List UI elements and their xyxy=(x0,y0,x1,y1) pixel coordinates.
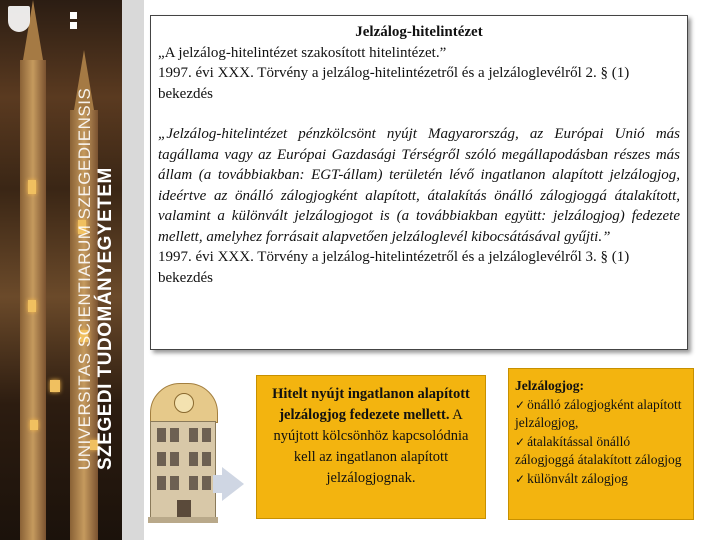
source-1: 1997. évi XXX. Törvény a jelzálog-hitelintézetről és a jelzáloglevélről 2. § (1) bekezdés xyxy=(158,65,630,102)
logo-square-icon xyxy=(70,12,77,19)
definition-panel xyxy=(150,15,688,350)
page-title: Jelzálog-hitelintézet xyxy=(355,24,483,40)
mortgage-types-heading: Jelzálogjog: xyxy=(515,378,584,393)
arrow-head-icon xyxy=(222,467,244,501)
quote-1: „A jelzálog-hitelintézet szakosított hitelintézet.” xyxy=(158,44,447,61)
university-latin-name: UNIVERSITAS SCIENTIARUM SZEGEDIENSIS xyxy=(75,87,94,470)
quote-2: „Jelzálog-hitelintézet pénzkölcsönt nyújt Magyarország, az Európai Unió más tagállama vagy az Európai Gazdasági Térségről szóló megállapodásban részes más állam (a továbbiakban: EGT-állam) területén lévő ingatlanon alapított jelzálogjog, ideértve az önálló zálogjogként alapított, átalakítás önálló zálogjoggá átalakított, valamint a különvált jelzálogjogot is (a továbbiakban együtt: jelzálogjog) fedezete mellett, amelyhez forrásait alapvetően jelzáloglevél kibocsátásával gyűjti.” xyxy=(158,126,680,245)
university-name xyxy=(75,88,117,470)
loan-summary-box xyxy=(256,375,486,519)
sidebar-strip xyxy=(122,0,144,540)
list-item: ✓ átalakítással önálló zálogjoggá átalakított zálogjog xyxy=(515,433,682,467)
list-item: ✓ önálló zálogjogként alapított jelzálogjog, xyxy=(515,396,682,430)
university-hungarian-name: SZEGEDI TUDOMÁNYEGYETEM xyxy=(95,167,116,470)
checkmark-icon: ✓ xyxy=(515,434,526,449)
checkmark-icon: ✓ xyxy=(515,397,526,412)
loan-summary-bold: Hitelt nyújt ingatlanon alapított jelzálogjog fedezete mellett. xyxy=(272,386,470,423)
bank-building-icon xyxy=(150,383,216,533)
logo-square-icon xyxy=(70,22,77,29)
university-crest-icon xyxy=(8,6,30,32)
source-2: 1997. évi XXX. Törvény a jelzálog-hitelintézetről és a jelzáloglevélről 3. § (1) bekezdés xyxy=(158,249,630,286)
loan-summary-plain: A nyújtott kölcsönhöz kapcsolódnia kell az ingatlanon alapított jelzálogjognak. xyxy=(273,407,469,486)
mortgage-types-box xyxy=(508,368,694,520)
checkmark-icon: ✓ xyxy=(515,471,526,486)
list-item: ✓ különvált zálogjog xyxy=(515,470,628,486)
